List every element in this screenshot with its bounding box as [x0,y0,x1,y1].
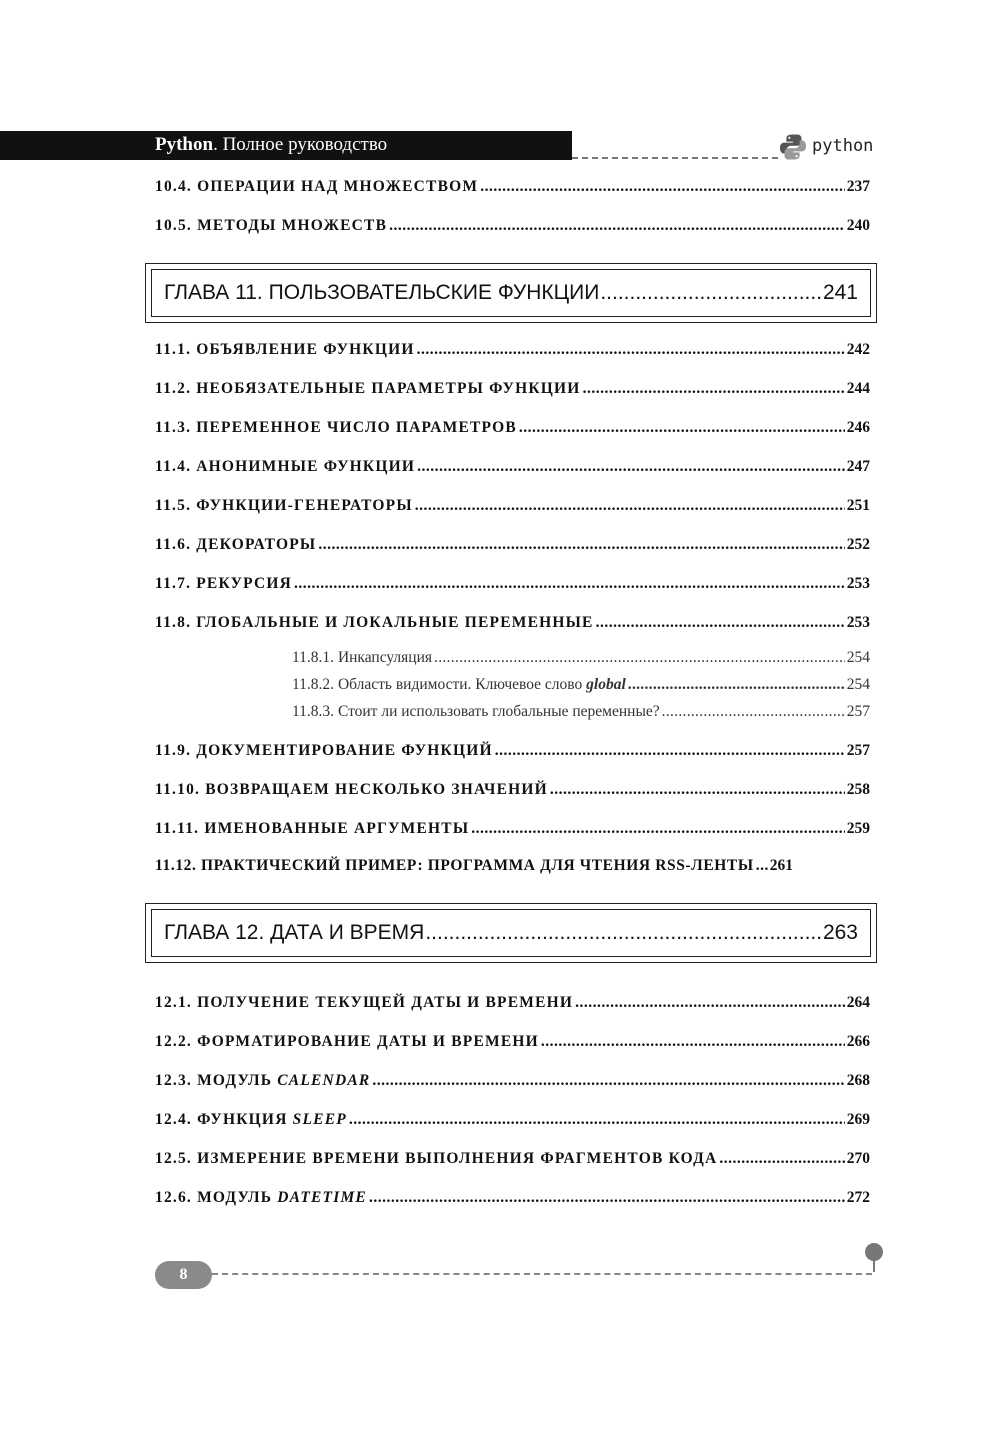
python-logo-icon [779,133,807,161]
toc-item-11-8[interactable]: 11.8. ГЛОБАЛЬНЫЕ И ЛОКАЛЬНЫЕ ПЕРЕМЕННЫЕ ..... 253 [155,614,870,638]
toc-item-10-5[interactable]: 10.5. МЕТОДЫ МНОЖЕСТВ ..... 240 [155,217,870,241]
toc-item-11-3[interactable]: 11.3. ПЕРЕМЕННОЕ ЧИСЛО ПАРАМЕТРОВ ..... 246 [155,419,870,443]
header-divider [572,157,778,159]
toc-subitem-11-8-3[interactable]: 11.8.3. Стоит ли использовать глобальные переменные? ..... 257 [292,703,870,727]
toc-item-12-4[interactable]: 12.4. ФУНКЦИЯ SLEEP ..... 269 [155,1111,870,1135]
toc-item-11-1[interactable]: 11.1. ОБЪЯВЛЕНИЕ ФУНКЦИИ ..... 242 [155,341,870,365]
toc-item-11-7[interactable]: 11.7. РЕКУРСИЯ ..... 253 [155,575,870,599]
toc-item-12-2[interactable]: 12.2. ФОРМАТИРОВАНИЕ ДАТЫ И ВРЕМЕНИ ..... 266 [155,1033,870,1057]
toc-item-12-3[interactable]: 12.3. МОДУЛЬ CALENDAR ..... 268 [155,1072,870,1096]
toc-item-11-2[interactable]: 11.2. НЕОБЯЗАТЕЛЬНЫЕ ПАРАМЕТРЫ ФУНКЦИИ ..... 244 [155,380,870,404]
toc-item-12-6[interactable]: 12.6. МОДУЛЬ DATETIME ..... 272 [155,1189,870,1213]
python-logo-text: python [812,136,874,156]
toc-item-11-5[interactable]: 11.5. ФУНКЦИИ-ГЕНЕРАТОРЫ ..... 251 [155,497,870,521]
toc-item-11-6[interactable]: 11.6. ДЕКОРАТОРЫ ..... 252 [155,536,870,560]
footer-pin-icon [865,1243,883,1261]
toc-item-10-4[interactable]: 10.4. ОПЕРАЦИИ НАД МНОЖЕСТВОМ ..... 237 [155,178,870,202]
toc-item-11-12[interactable]: 11.12. ПРАКТИЧЕСКИЙ ПРИМЕР: ПРОГРАММА ДЛЯ ЧТЕНИЯ RSS-ЛЕНТЫ ..... 261 [155,857,870,881]
toc-item-11-11[interactable]: 11.11. ИМЕНОВАННЫЕ АРГУМЕНТЫ ..... 259 [155,820,870,844]
toc-subitem-11-8-1[interactable]: 11.8.1. Инкапсуляция ..... 254 [292,649,870,673]
toc-item-11-4[interactable]: 11.4. АНОНИМНЫЕ ФУНКЦИИ ..... 247 [155,458,870,482]
toc-subitem-11-8-2[interactable]: 11.8.2. Область видимости. Ключевое слово global ..... 254 [292,676,870,700]
toc-item-11-9[interactable]: 11.9. ДОКУМЕНТИРОВАНИЕ ФУНКЦИЙ ..... 257 [155,742,870,766]
chapter-11-heading[interactable]: ГЛАВА 11. ПОЛЬЗОВАТЕЛЬСКИЕ ФУНКЦИИ ..... 241 [145,263,877,323]
running-header-title: Python. Полное руководство [155,134,388,155]
chapter-12-heading[interactable]: ГЛАВА 12. ДАТА И ВРЕМЯ ..... 263 [145,903,877,963]
footer-divider [212,1273,872,1275]
footer-pin-stem [873,1260,875,1272]
toc-item-12-1[interactable]: 12.1. ПОЛУЧЕНИЕ ТЕКУЩЕЙ ДАТЫ И ВРЕМЕНИ ..... 264 [155,994,870,1018]
toc-item-11-10[interactable]: 11.10. ВОЗВРАЩАЕМ НЕСКОЛЬКО ЗНАЧЕНИЙ ..... 258 [155,781,870,805]
toc-item-12-5[interactable]: 12.5. ИЗМЕРЕНИЕ ВРЕМЕНИ ВЫПОЛНЕНИЯ ФРАГМЕНТОВ КОДА ..... 270 [155,1150,870,1174]
page-number-badge: 8 [155,1261,212,1289]
